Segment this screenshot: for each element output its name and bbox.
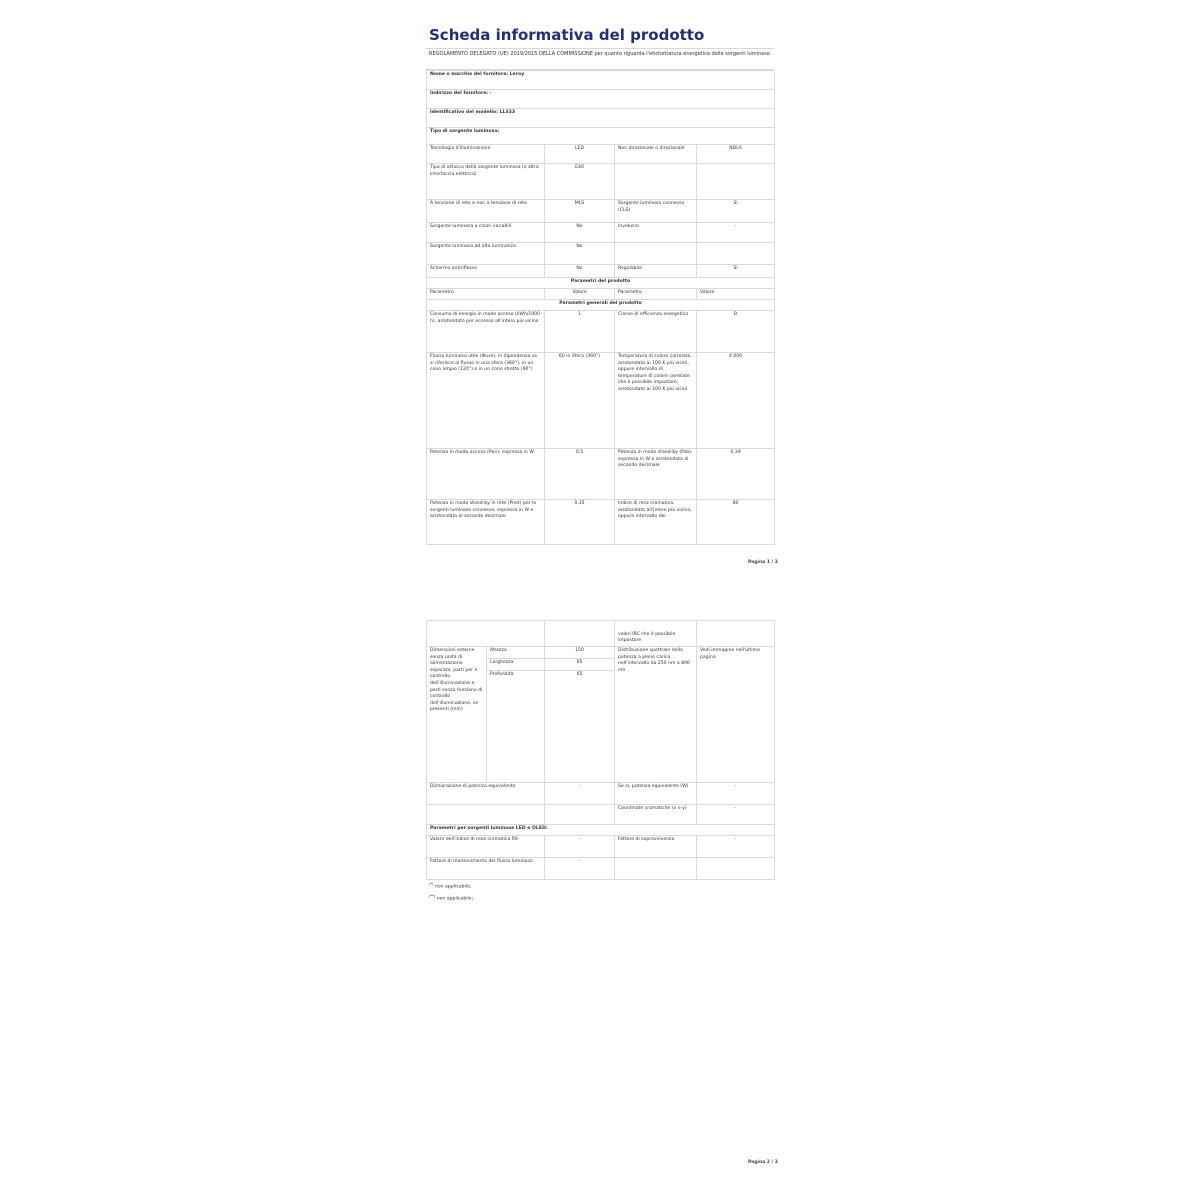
param-value: Sì: [697, 265, 775, 278]
param-value: -: [545, 783, 615, 805]
param-label: [615, 164, 697, 200]
table-row: [427, 200, 775, 223]
dimension-value: 150: [545, 647, 615, 659]
param-value: Sì: [697, 200, 775, 223]
param-label: Dichiarazione di potenza equivalente: [427, 783, 545, 805]
document-title: Scheda informativa del prodotto: [426, 22, 774, 49]
table-row: [427, 858, 775, 880]
param-value: 0,5: [545, 449, 615, 500]
param-value: 0,35: [545, 500, 615, 545]
supplier-name-row: Nome o marchio del fornitore: Leroy: [427, 71, 775, 90]
param-label: Se sì, potenza equivalente (W): [615, 783, 697, 805]
product-info-table: [426, 70, 775, 545]
param-value: [697, 621, 775, 647]
param-value: MLS: [545, 200, 615, 223]
param-value: [545, 621, 615, 647]
param-label: Sorgente luminosa ad alta luminanza: [427, 243, 545, 265]
param-value: -: [697, 223, 775, 243]
model-id-row: Identificativo del modello: LL333: [427, 109, 775, 128]
param-label: Potenza in modo stand-by in rete (Pnet) per le sorgenti luminose connesse, espressa in W e arrotondata al secondo decimale: [427, 500, 545, 545]
regulation-text: REGOLAMENTO DELEGATO (UE) 2019/2015 DELLA COMMISSIONE per quanto riguarda l'etichettatura energetica delle sorgenti luminose: [426, 49, 774, 70]
param-label: Valore dell'indice di resa cromatica R9: [427, 836, 545, 858]
spectral-distribution-value: Vedi immagine nell'ultima pagina: [697, 647, 775, 783]
param-value: No: [545, 223, 615, 243]
param-label: Flusso luminoso utile (Φuse), in dipendenza se si riferisce al flusso in una sfera (360°), in un cono ampio (120°) o in un cono stretto (90°): [427, 353, 545, 449]
param-value: [545, 805, 615, 825]
param-value: No: [545, 265, 615, 278]
page-number: Pagina 2 / 3: [748, 1160, 778, 1165]
param-label: [615, 243, 697, 265]
light-source-type-row: Tipo di sorgente luminosa:: [427, 128, 775, 145]
table-row: [427, 621, 775, 647]
param-value: 80: [697, 500, 775, 545]
page-number: Pagina 1 / 3: [748, 560, 778, 565]
param-value: NDLS: [697, 145, 775, 164]
table-row: [427, 500, 775, 545]
param-value: 0,39: [697, 449, 775, 500]
table-row: [427, 311, 775, 353]
param-value: B: [697, 311, 775, 353]
table-row: [427, 836, 775, 858]
table-row: [427, 783, 775, 805]
param-label: [427, 621, 545, 647]
table-row: [427, 805, 775, 825]
footnote: (**) non applicabile;: [429, 893, 474, 902]
param-label: Classe di efficienza energetica: [615, 311, 697, 353]
datasheet-page-1: [426, 22, 774, 545]
param-label: Schermo antiriflesso: [427, 265, 545, 278]
dimensions-label: Dimensioni esterne senza unità di alimentazione separata, parti per il controllo dell'illuminazione e parti senza funzione di controllo dell'illuminazione, se presenti (mm): [427, 647, 487, 783]
param-value: -: [697, 836, 775, 858]
param-label: Potenza in modo acceso (Pon), espressa in W: [427, 449, 545, 500]
param-label: Sorgente luminosa a colori variabili: [427, 223, 545, 243]
table-row: [427, 145, 775, 164]
param-value: [697, 858, 775, 880]
param-value: [697, 243, 775, 265]
param-label: [615, 858, 697, 880]
table-row: [427, 353, 775, 449]
header-param: Parametro: [615, 289, 697, 300]
footnote: (*) non applicabile;: [429, 882, 472, 890]
param-value: LED: [545, 145, 615, 164]
table-row: [427, 243, 775, 265]
param-label: Regolabile: [615, 265, 697, 278]
table-row: [427, 223, 775, 243]
section-general-params: Parametri generali del prodotto: [427, 300, 775, 311]
param-label: Sorgente luminosa connessa (CLS): [615, 200, 697, 223]
table-row: [427, 647, 775, 659]
param-value: 4 000: [697, 353, 775, 449]
param-label: Temperatura di colore correlata, arrotondata ai 100 K più vicini, oppure intervallo di temperature di colore correlate che è possibile impostare, arrotondate ai 100 K più vicini: [615, 353, 697, 449]
param-label: Tipo di attacco della sorgente luminosa (o altra interfaccia elettrica): [427, 164, 545, 200]
param-value: 1: [545, 311, 615, 353]
product-info-table-continued: [426, 620, 775, 880]
section-product-params: Parametri del prodotto: [427, 278, 775, 289]
param-label: [427, 805, 545, 825]
dimension-value: 65: [545, 671, 615, 783]
param-label: A tensione di rete o non a tensione di rete: [427, 200, 545, 223]
dimension-value: 65: [545, 659, 615, 671]
datasheet-page-2: [426, 620, 774, 903]
param-label: Non direzionale o direzionale: [615, 145, 697, 164]
footnotes: [426, 880, 774, 903]
dimension-name: Altezza: [487, 647, 545, 659]
param-label: Involucro: [615, 223, 697, 243]
param-value: No: [545, 243, 615, 265]
param-value: E40: [545, 164, 615, 200]
table-row: [427, 164, 775, 200]
param-label: Indice di resa cromatica, arrotondato all'intero più vicino, oppure intervallo dei: [615, 500, 697, 545]
param-label: Fattore di mantenimento del flusso luminoso: [427, 858, 545, 880]
header-value: Valore: [545, 289, 615, 300]
param-value: -: [545, 858, 615, 880]
param-value: -: [545, 836, 615, 858]
param-label: valori IRC che è possibile impostare: [615, 621, 697, 647]
section-led-params: Parametri per sorgenti luminose LED e OLED:: [427, 825, 775, 836]
table-row: [427, 449, 775, 500]
header-param: Parametro: [427, 289, 545, 300]
table-row: [427, 265, 775, 278]
param-value: -: [697, 805, 775, 825]
param-label: Fattore di sopravvivenza: [615, 836, 697, 858]
param-label: Consumo di energia in modo acceso (kWh/1000 h), arrotondato per eccesso all'intero più vicino: [427, 311, 545, 353]
dimension-name: Profondità: [487, 671, 545, 783]
spectral-distribution-label: Distribuzione spettrale della potenza a pieno carico nell'intervallo da 250 nm a 800 nm: [615, 647, 697, 783]
dimension-name: Larghezza: [487, 659, 545, 671]
param-label: Tecnologia d'illuminazione: [427, 145, 545, 164]
param-value: 60 in Sfera (360°): [545, 353, 615, 449]
header-row: [427, 289, 775, 300]
param-label: Coordinate cromatiche (x e y): [615, 805, 697, 825]
supplier-address-row: Indirizzo del fornitore: -: [427, 90, 775, 109]
param-label: Potenza in modo stand-by (Psb), espressa in W e arrotondata al secondo decimale: [615, 449, 697, 500]
param-value: [697, 164, 775, 200]
header-value: Valore: [697, 289, 775, 300]
param-value: -: [697, 783, 775, 805]
